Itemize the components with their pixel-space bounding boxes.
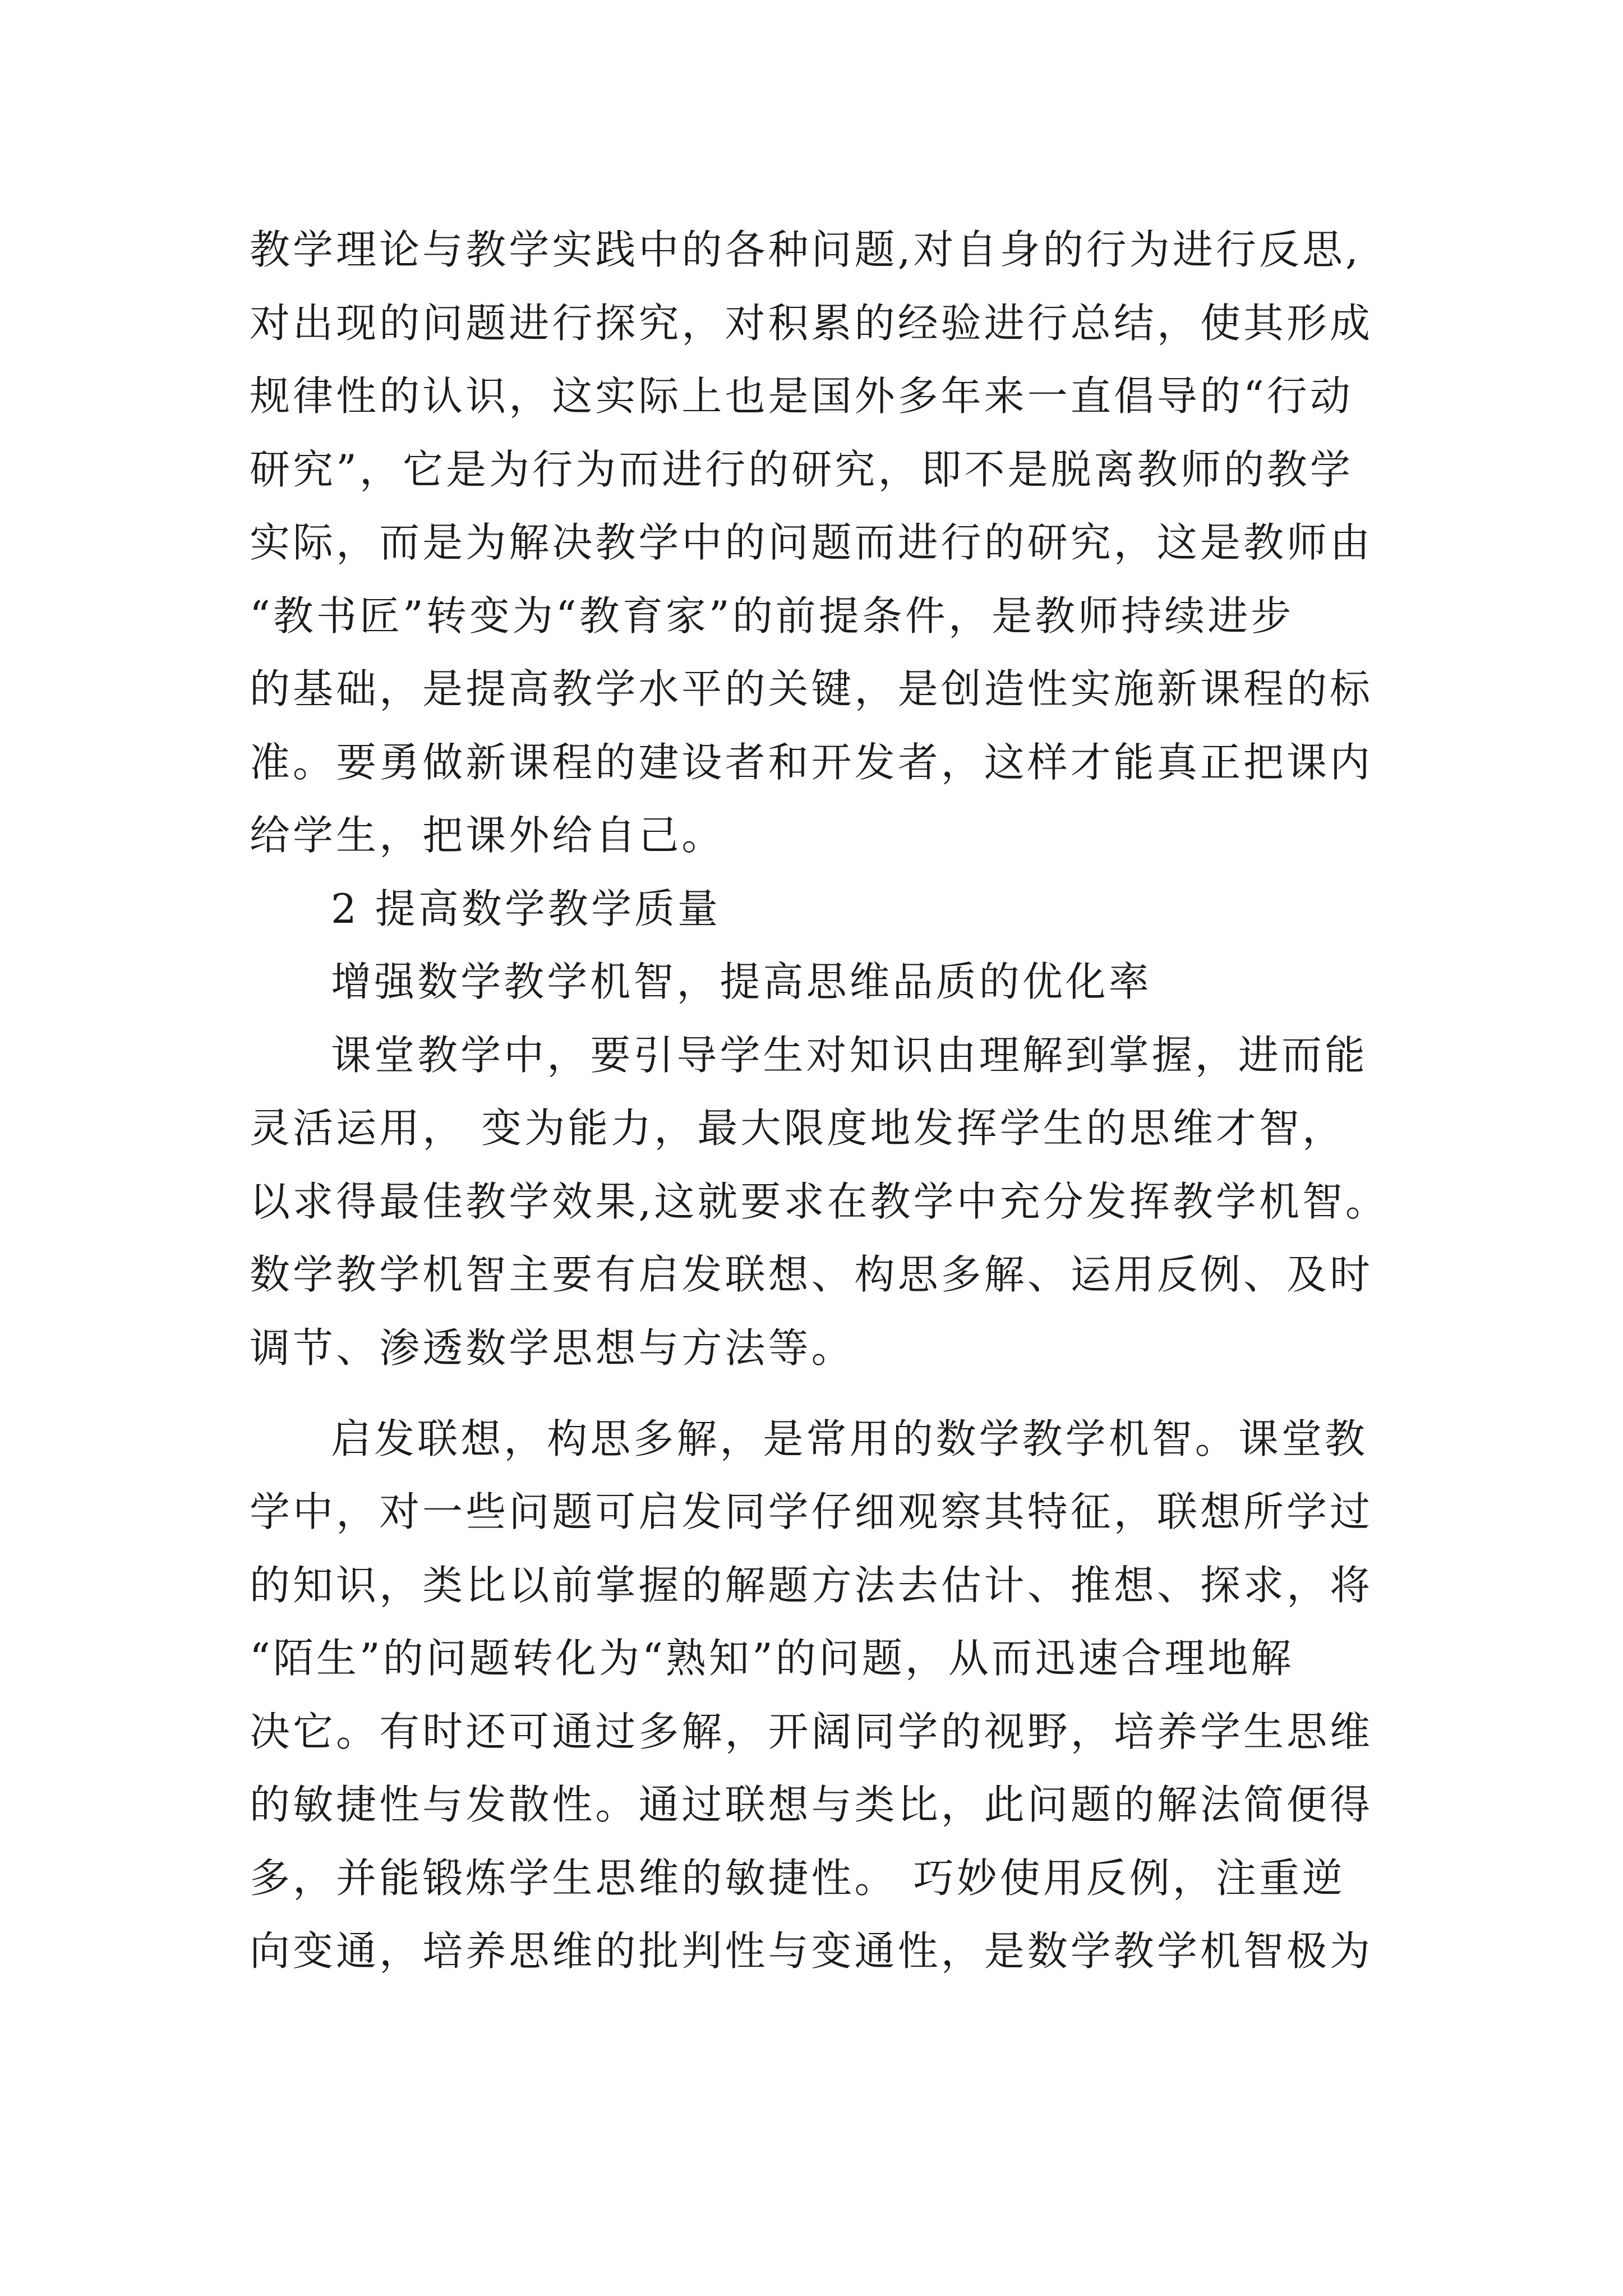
text-line: 多，并能锻炼学生思维的敏捷性。 巧妙使用反例，注重逆 [250, 1855, 1345, 1902]
text-line: 学中，对一些问题可启发同学仔细观察其特征，联想所学过 [250, 1488, 1373, 1535]
text-line: 实际，而是为解决教学中的问题而进行的研究，这是教师由 [250, 519, 1373, 566]
text-line: 灵活运用， 变为能力，最大限度地发挥学生的思维才智， [250, 1105, 1345, 1152]
text-line: 启发联想，构思多解，是常用的数学教学机智。课堂教 [331, 1415, 1368, 1462]
text-line: 教学理论与教学实践中的各种问题,对自身的行为进行反思, [250, 226, 1361, 273]
section-heading: 2 提高数学教学质量 [331, 885, 721, 932]
text-line: 以求得最佳教学效果,这就要求在教学中充分发挥教学机智。 [250, 1178, 1389, 1225]
text-line: 规律性的认识，这实际上也是国外多年来一直倡导的“行动 [250, 372, 1353, 420]
text-line: 数学教学机智主要有启发联想、构思多解、运用反例、及时 [250, 1251, 1373, 1298]
text-line: 的敏捷性与发散性。通过联想与类比，此问题的解法简便得 [250, 1781, 1373, 1828]
text-line: 研究”，它是为行为而进行的研究，即不是脱离教师的教学 [250, 446, 1353, 493]
text-line: 向变通，培养思维的批判性与变通性，是数学教学机智极为 [250, 1927, 1373, 1975]
text-line: 准。要勇做新课程的建设者和开发者，这样才能真正把课内 [250, 739, 1373, 786]
text-line: 决它。有时还可通过多解，开阔同学的视野，培养学生思维 [250, 1708, 1373, 1755]
text-line: 课堂教学中，要引导学生对知识由理解到掌握，进而能 [331, 1032, 1368, 1079]
text-line: 的基础，是提高教学水平的关键，是创造性实施新课程的标 [250, 665, 1373, 712]
text-line: 给学生，把课外给自己。 [250, 812, 725, 859]
text-line: 的知识，类比以前掌握的解题方法去估计、推想、探求，将 [250, 1562, 1373, 1609]
text-line: 调节、渗透数学思想与方法等。 [250, 1324, 855, 1372]
text-line: “教书匠”转变为“教育家”的前提条件，是教师持续进步 [250, 592, 1294, 639]
text-line: 对出现的问题进行探究，对积累的经验进行总结，使其形成 [250, 300, 1373, 347]
text-line: “陌生”的问题转化为“熟知”的问题，从而迅速合理地解 [250, 1635, 1294, 1682]
subsection-heading: 增强数学教学机智，提高思维品质的优化率 [331, 958, 1152, 1005]
